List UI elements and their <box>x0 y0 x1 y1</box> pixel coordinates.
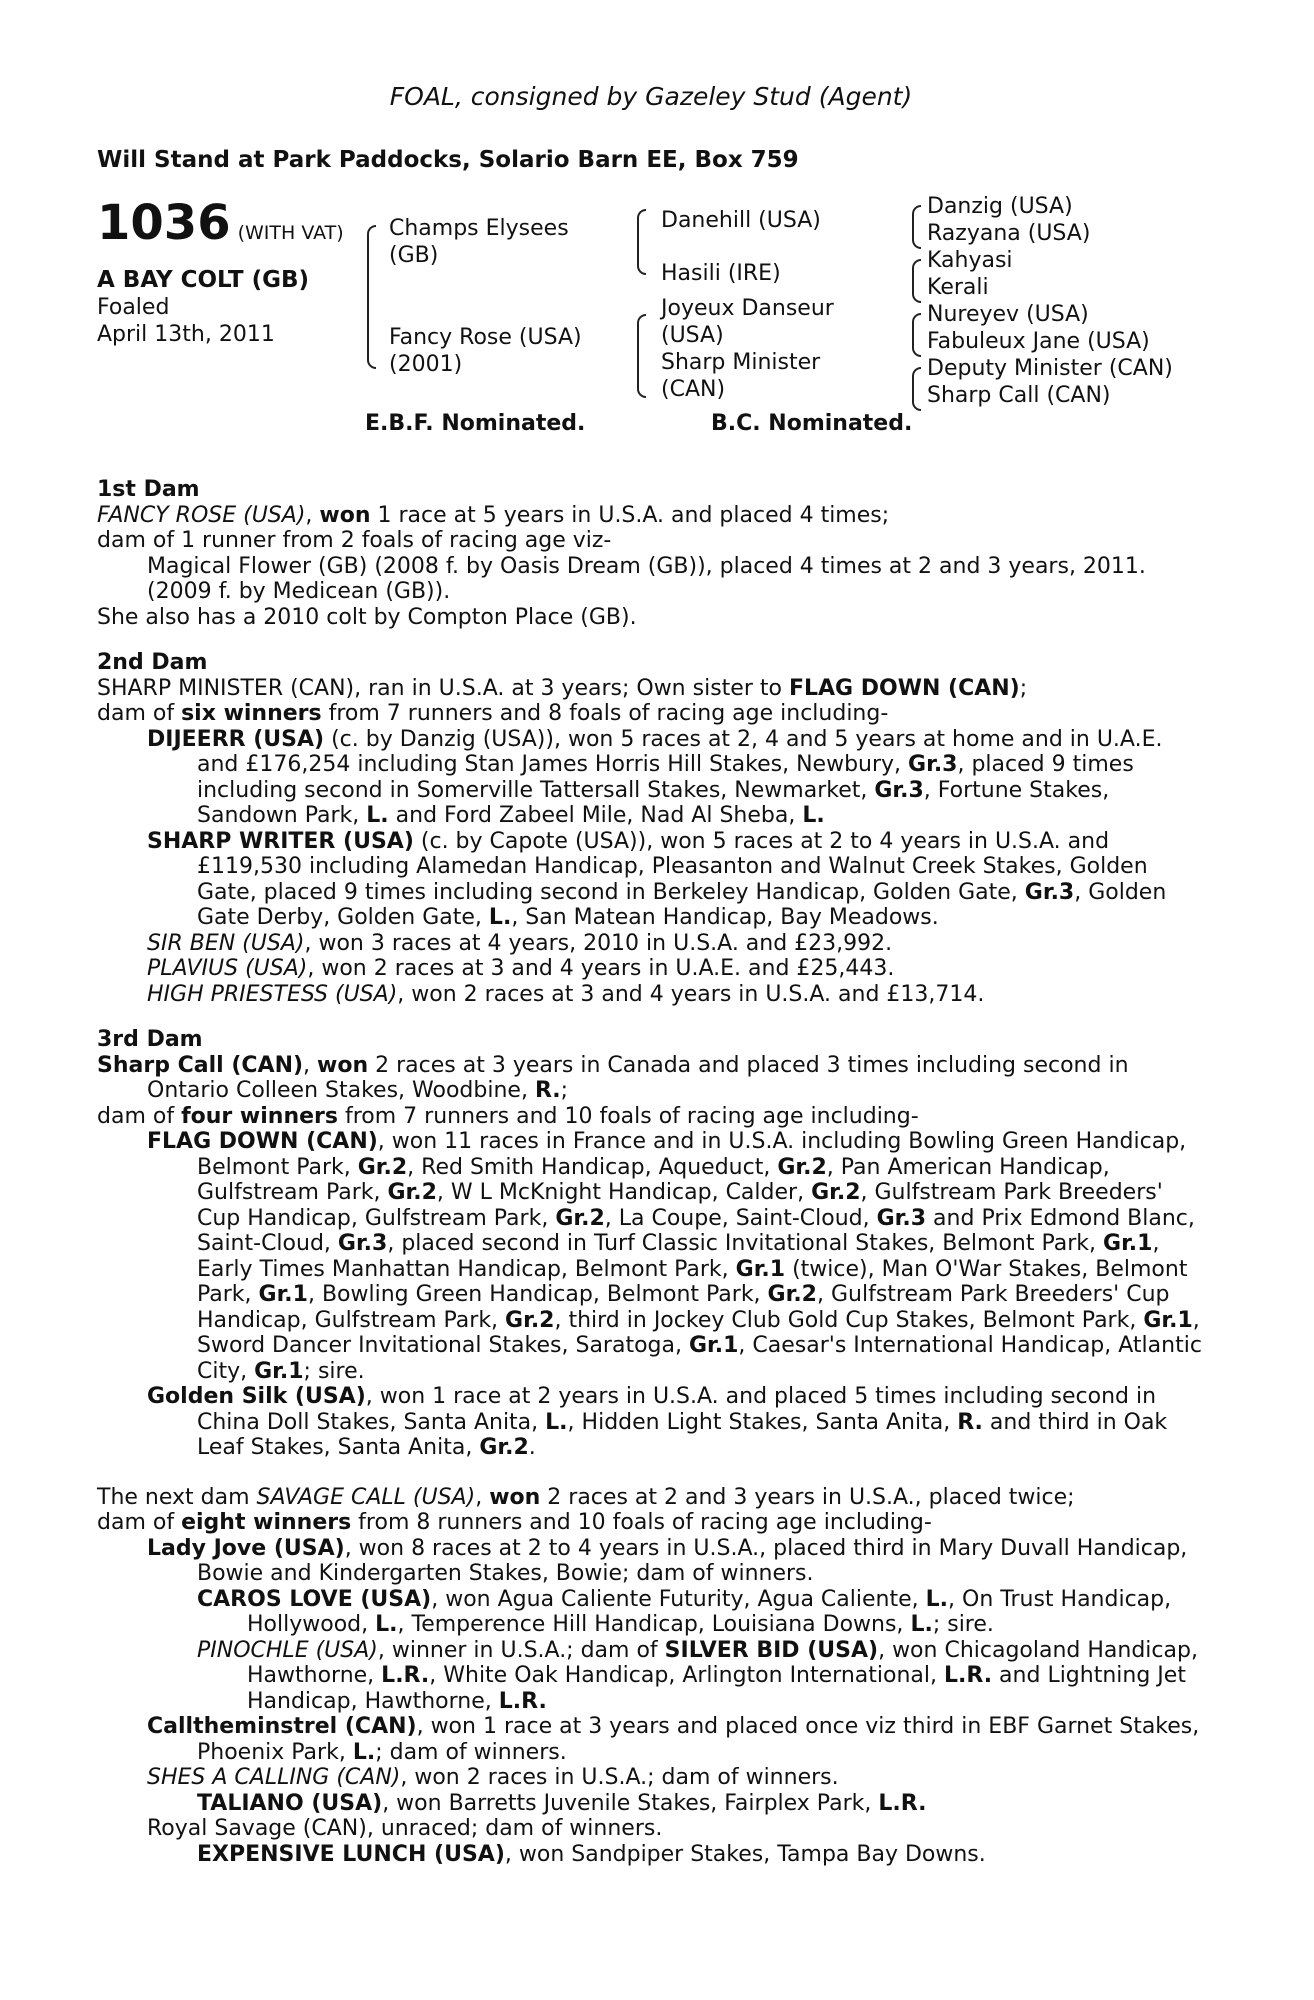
horse-name: Sharp Call (CAN) <box>97 1052 304 1078</box>
grade: Gr.1 <box>1103 1231 1153 1256</box>
text: , Sword Dancer Invitational Stakes, Saratoga, <box>197 1307 1200 1358</box>
grade: Gr.2 <box>505 1307 555 1333</box>
progeny-entry <box>147 1384 1205 1461</box>
dds: Deputy Minister (CAN) <box>927 356 1173 381</box>
text: (c. by Capote (USA)), won 5 races at 2 to 4 years in U.S.A. and £119,530 including Alamedan Handicap, Pleasanton and Walnut Creek Stakes, Golden Gate, placed 9 times including second in Berkeley Handicap, Golden Gate, <box>197 828 1148 905</box>
grade: Gr.1 <box>254 1358 304 1384</box>
page-title: FOAL, consigned by Gazeley Stud (Agent) <box>389 82 913 111</box>
text: ; <box>560 1078 569 1103</box>
section-heading: 3rd Dam <box>97 1027 203 1052</box>
horse-name: CAROS LOVE (USA) <box>197 1586 432 1612</box>
progeny-entry: Magical Flower (GB) (2008 f. by Oasis Dream (GB)), placed 4 times at 2 and 3 years, 2011. <box>147 553 1146 579</box>
text: ; sire. <box>932 1612 994 1637</box>
first-dam-section <box>97 477 1205 630</box>
text: 2 races at 2 and 3 years in U.S.A., placed twice; <box>540 1484 1075 1510</box>
grade: L. <box>925 1586 949 1612</box>
ssd: Razyana (USA) <box>927 221 1091 246</box>
progeny-entry <box>147 1536 1205 1587</box>
progeny-entry <box>197 1587 1205 1638</box>
dam-line <box>97 1104 1205 1130</box>
grade: Gr.2 <box>767 1282 817 1307</box>
grade: Gr.2 <box>479 1435 529 1460</box>
text: , won Agua Caliente Futurity, Agua Caliente, <box>431 1586 926 1612</box>
ddd: Sharp Call (CAN) <box>927 383 1111 408</box>
grade: Gr.1 <box>1143 1307 1193 1333</box>
winners-count: six winners <box>181 701 322 726</box>
progeny-entry <box>197 1842 1205 1868</box>
brace <box>912 367 921 411</box>
text: and third in Oak Leaf Stakes, Santa Anita, <box>197 1409 1168 1460</box>
bc-nominated: B.C. Nominated. <box>711 411 913 436</box>
text: from 7 runners and 10 foals of racing age including- <box>338 1103 919 1129</box>
dam-line <box>97 1510 1205 1536</box>
grade: L. <box>352 1739 376 1765</box>
horse-name: A BAY COLT (GB) <box>97 267 310 293</box>
grade: Gr.2 <box>387 1180 437 1205</box>
text: from 8 runners and 10 foals of racing age including- <box>351 1510 932 1535</box>
text: , La Coupe, Saint-Cloud, <box>604 1205 877 1231</box>
text: , Caesar's International Handicap, Atlantic City, <box>197 1333 1202 1384</box>
text: (c. by Danzig (USA)), won 5 races at 2, 4 and 5 years at home and in U.A.E. and £176,254 including Stan James Horris Hill Stakes, Newbury, <box>197 726 1163 777</box>
grade: L.R. <box>381 1663 430 1688</box>
sds: Kahyasi <box>927 248 1013 273</box>
brace <box>637 314 646 398</box>
text: , Temperence Hill Handicap, Louisiana Downs, <box>397 1612 911 1637</box>
grade: Gr.2 <box>357 1154 408 1180</box>
text: , won 2 races in U.S.A.; dam of winners. <box>400 1765 839 1790</box>
pedigree-table <box>97 194 1205 459</box>
won-label: won <box>319 502 371 528</box>
sdd: Kerali <box>927 275 989 300</box>
dam <box>389 324 582 378</box>
progeny-entry <box>147 829 1205 931</box>
dam-line: She also has a 2010 colt by Compton Place (GB). <box>97 604 637 630</box>
text: , Fortune Stakes, Sandown Park, <box>197 777 1110 828</box>
won-label: won <box>317 1052 369 1078</box>
horse-name: SILVER BID (USA) <box>664 1637 879 1663</box>
text: The next dam <box>97 1484 257 1510</box>
horse-name: PLAVIUS (USA) <box>147 956 308 981</box>
foaled-label: Foaled <box>97 295 170 320</box>
grade: Gr.2 <box>777 1154 827 1180</box>
brace <box>637 209 646 275</box>
grade: L. <box>366 803 389 828</box>
horse-name: SHES A CALLING (CAN) <box>147 1765 401 1790</box>
progeny-entry <box>147 1129 1205 1384</box>
text: dam of <box>97 1103 182 1129</box>
grade: L. <box>910 1612 933 1637</box>
horse-name: Lady Jove (USA) <box>147 1535 345 1561</box>
dam-sire <box>661 295 834 349</box>
lot-number: 1036 <box>97 195 231 251</box>
progeny-entry <box>147 956 1205 982</box>
grade: L.R. <box>498 1688 547 1714</box>
catalogue-page <box>97 60 1205 1867</box>
text: , W L McKnight Handicap, Calder, <box>436 1180 812 1205</box>
dam-line <box>97 701 1205 727</box>
grade: Gr.2 <box>811 1180 861 1205</box>
dam-dam <box>661 349 820 403</box>
dam-line <box>97 1053 1205 1104</box>
text: 1 race at 5 years in U.S.A. and placed 4 times; <box>370 502 890 528</box>
dam-line <box>97 1485 1205 1511</box>
progeny-entry <box>197 1791 1205 1817</box>
grade: L. <box>488 905 512 930</box>
text: , <box>303 1052 318 1078</box>
horse-name: SAVAGE CALL (USA) <box>256 1484 476 1510</box>
grade: L.R. <box>943 1663 993 1688</box>
text: , won 1 race at 3 years and placed once viz third in EBF Garnet Stakes, Phoenix Park, <box>197 1714 1200 1765</box>
brace <box>367 225 376 369</box>
sire-dam: Hasili (IRE) <box>661 261 781 286</box>
horse-name: FLAG DOWN (CAN) <box>147 1129 378 1154</box>
text: , Gulfstream Park Breeders' Cup Handicap, Gulfstream Park, <box>197 1282 1170 1333</box>
grade: Gr.2 <box>555 1205 605 1231</box>
horse-name: DIJEERR (USA) <box>147 726 325 752</box>
section-heading: 1st Dam <box>97 477 200 502</box>
progeny-entry: (2009 f. by Medicean (GB)). <box>147 579 451 604</box>
progeny-entry <box>147 727 1205 829</box>
third-dam-section <box>97 1027 1205 1461</box>
grade: Gr.1 <box>735 1256 786 1282</box>
text: SHARP MINISTER (CAN), ran in U.S.A. at 3 years; Own sister to <box>97 675 789 701</box>
sire-sire: Danehill (USA) <box>661 208 821 233</box>
text: , won 1 race at 2 years in U.S.A. and placed 5 times including second in China Doll Stakes, Santa Anita, <box>197 1384 1157 1435</box>
sss: Danzig (USA) <box>927 194 1073 219</box>
next-dam-section <box>97 1485 1205 1868</box>
grade: L. <box>802 803 825 828</box>
progeny-entry <box>147 931 1205 957</box>
text: , won 3 races at 4 years, 2010 in U.S.A. and £23,992. <box>304 930 893 956</box>
text: , won 11 races in France and in U.S.A. including Bowling Green Handicap, Belmont Park, <box>197 1129 1187 1180</box>
text: , third in Jockey Club Gold Cup Stakes, Belmont Park, <box>554 1307 1144 1333</box>
grade: Gr.3 <box>337 1231 388 1256</box>
text: , Bowling Green Handicap, Belmont Park, <box>307 1282 768 1307</box>
progeny-entry: Royal Savage (CAN), unraced; dam of winners. <box>147 1816 663 1841</box>
dam-line: dam of 1 runner from 2 foals of racing age viz- <box>97 528 612 553</box>
text: , On Trust Handicap, Hollywood, <box>247 1586 1172 1637</box>
horse-name: EXPENSIVE LUNCH (USA) <box>197 1841 505 1867</box>
horse-name: SIR BEN (USA) <box>147 930 305 956</box>
horse-name: HIGH PRIESTESS (USA) <box>147 981 398 1007</box>
dam-year: (2001) <box>389 352 463 377</box>
sire-country: (GB) <box>389 243 439 268</box>
dam-dam-name: Sharp Minister <box>661 350 821 375</box>
vat-label: (WITH VAT) <box>237 222 344 244</box>
horse-name: FLAG DOWN (CAN) <box>788 675 1020 701</box>
grade: Gr.3 <box>1024 879 1075 905</box>
text: , won 8 races at 2 to 4 years in U.S.A., placed third in Mary Duvall Handicap, Bowie and Kindergarten Stakes, Bowie; dam of winners. <box>197 1535 1188 1586</box>
horse-info <box>97 267 309 348</box>
progeny-entry <box>197 1638 1205 1715</box>
text: from 7 runners and 8 foals of racing age including- <box>321 701 889 726</box>
winners-count: four winners <box>181 1103 338 1129</box>
text: , placed 9 times including second in Somerville Tattersall Stakes, Newmarket, <box>197 752 1134 803</box>
horse-name: FANCY ROSE (USA) <box>97 502 306 528</box>
text: and Ford Zabeel Mile, Nad Al Sheba, <box>388 803 803 828</box>
stand-location: Will Stand at Park Paddocks, Solario Barn EE, Box 759 <box>97 147 799 173</box>
text: , placed second in Turf Classic Invitational Stakes, Belmont Park, <box>387 1231 1104 1256</box>
text: , winner in U.S.A.; dam of <box>377 1637 665 1663</box>
lot-block <box>97 195 344 251</box>
dam-name: Fancy Rose (USA) <box>389 325 582 350</box>
text: ; <box>1019 675 1028 701</box>
text: , won 2 races at 3 and 4 years in U.A.E. and £25,443. <box>307 956 895 981</box>
text: . <box>528 1435 536 1460</box>
grade: R. <box>534 1078 561 1103</box>
progeny-entry <box>147 1765 1205 1791</box>
text: (twice), Man O'War Stakes, Belmont Park, <box>197 1256 1188 1307</box>
grade: Gr.3 <box>908 752 958 777</box>
grade: L. <box>545 1409 568 1435</box>
text: , won Sandpiper Stakes, Tampa Bay Downs. <box>504 1841 986 1867</box>
grade: R. <box>957 1409 983 1435</box>
text: , San Matean Handicap, Bay Meadows. <box>511 905 939 930</box>
winners-count: eight winners <box>181 1510 352 1535</box>
brace <box>912 313 921 357</box>
text: , Early Times Manhattan Handicap, Belmont Park, <box>197 1231 1160 1282</box>
dam-sire-name: Joyeux Danseur <box>661 296 834 321</box>
dam-sire-country: (USA) <box>661 323 724 348</box>
progeny-entry <box>147 1714 1205 1765</box>
text: , won 2 races at 3 and 4 years in U.S.A. and £13,714. <box>397 981 985 1007</box>
grade: L. <box>375 1612 398 1637</box>
text: , Red Smith Handicap, Aqueduct, <box>407 1154 778 1180</box>
dam-dam-country: (CAN) <box>661 377 726 402</box>
text: , Pan American Handicap, Gulfstream Park, <box>197 1154 1110 1205</box>
horse-name: PINOCHLE (USA) <box>197 1637 378 1663</box>
sire-name: Champs Elysees <box>389 216 569 241</box>
sire <box>389 215 569 269</box>
text: ; sire. <box>303 1358 365 1384</box>
ebf-nominated: E.B.F. Nominated. <box>365 411 586 436</box>
dsd: Fabuleux Jane (USA) <box>927 329 1150 354</box>
grade: Gr.3 <box>876 1205 927 1231</box>
text: , won Chicagoland Handicap, Hawthorne, <box>247 1637 1198 1688</box>
foaled-date: April 13th, 2011 <box>97 322 275 347</box>
dss: Nureyev (USA) <box>927 302 1089 327</box>
text: 2 races at 3 years in Canada and placed 3 times including second in Ontario Colleen Stakes, Woodbine, <box>147 1052 1129 1103</box>
horse-name: TALIANO (USA) <box>197 1790 383 1816</box>
text: ; dam of winners. <box>375 1739 567 1765</box>
text: and Prix Edmond Blanc, Saint-Cloud, <box>197 1205 1195 1256</box>
text: , Hidden Light Stakes, Santa Anita, <box>567 1409 958 1435</box>
progeny-entry <box>147 982 1205 1008</box>
horse-name: Calltheminstrel (CAN) <box>147 1714 417 1739</box>
text: , <box>475 1484 490 1510</box>
section-heading: 2nd Dam <box>97 650 208 675</box>
grade: Gr.1 <box>258 1282 308 1307</box>
brace <box>912 205 921 249</box>
text: , won Barretts Juvenile Stakes, Fairplex Park, <box>382 1790 879 1816</box>
horse-name: Golden Silk (USA) <box>147 1384 366 1409</box>
text: dam of <box>97 701 182 726</box>
brace <box>912 259 921 303</box>
grade: L.R. <box>878 1790 927 1816</box>
text: dam of <box>97 1510 182 1535</box>
grade: Gr.1 <box>688 1333 739 1358</box>
text: and Lightning Jet Handicap, Hawthorne, <box>247 1663 1186 1714</box>
text: , Golden Gate Derby, Golden Gate, <box>197 879 1167 930</box>
dam-line <box>97 676 1205 702</box>
second-dam-section <box>97 650 1205 1007</box>
text: , Gulfstream Park Breeders' Cup Handicap, Gulfstream Park, <box>197 1180 1163 1231</box>
grade: Gr.3 <box>874 777 924 803</box>
dam-line: FANCY ROSE (USA), won 1 race at 5 years in U.S.A. and placed 4 times; <box>97 502 890 528</box>
text: , White Oak Handicap, Arlington International, <box>429 1663 944 1688</box>
horse-name: SHARP WRITER (USA) <box>147 828 414 854</box>
won-label: won <box>489 1484 541 1510</box>
